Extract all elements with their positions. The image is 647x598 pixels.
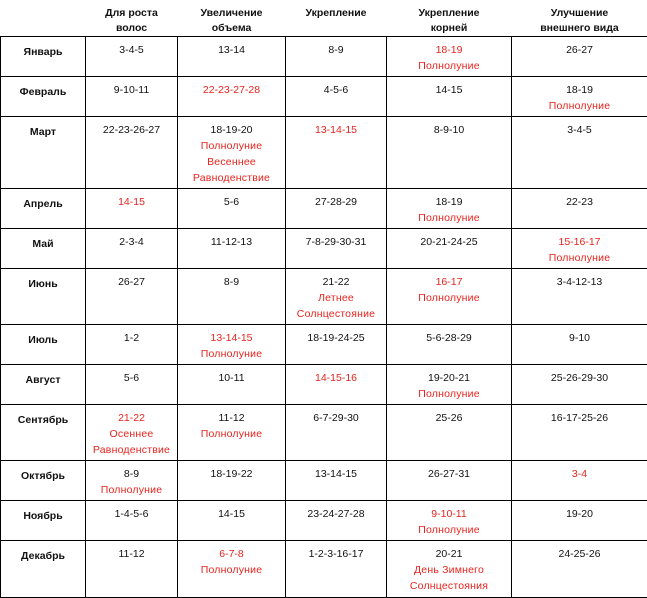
table-cell (178, 405, 286, 461)
cell-days: 11-12 (180, 410, 283, 426)
table-cell (286, 37, 387, 77)
cell-days: 26-27 (88, 274, 175, 290)
table-cell (178, 541, 286, 598)
table-row (1, 501, 647, 541)
table-cell (178, 461, 286, 501)
table-row (1, 37, 647, 77)
cell-days: 18-19 (389, 42, 509, 58)
table-cell (178, 365, 286, 405)
month-cell: Апрель (1, 189, 86, 229)
cell-days: 19-20-21 (389, 370, 509, 386)
table-cell (512, 461, 647, 501)
table-cell (286, 365, 387, 405)
table-cell (178, 269, 286, 325)
header-row (1, 0, 647, 37)
cell-days: 9-10 (514, 330, 645, 346)
table-row (1, 541, 647, 598)
month-cell: Ноябрь (1, 501, 86, 541)
cell-days: 2-3-4 (88, 234, 175, 250)
cell-days: 25-26-29-30 (514, 370, 645, 386)
table-cell (86, 405, 178, 461)
column-header: Укрепление корней (387, 0, 512, 37)
table-cell (86, 365, 178, 405)
cell-days: 18-19-24-25 (288, 330, 384, 346)
cell-days: 4-5-6 (288, 82, 384, 98)
table-cell (286, 541, 387, 598)
cell-note: Полнолуние (514, 250, 645, 266)
cell-days: 1-2-3-16-17 (288, 546, 384, 562)
cell-note: Весеннее (180, 154, 283, 170)
cell-days: 22-23-27-28 (180, 82, 283, 98)
cell-days: 3-4-12-13 (514, 274, 645, 290)
column-header: Увеличение объема (178, 0, 286, 37)
cell-days: 9-10-11 (389, 506, 509, 522)
cell-note: Равноденствие (180, 170, 283, 186)
cell-note: Солнцестояние (288, 306, 384, 322)
month-cell: Июль (1, 325, 86, 365)
cell-days: 26-27-31 (389, 466, 509, 482)
cell-days: 13-14 (180, 42, 283, 58)
cell-days: 20-21 (389, 546, 509, 562)
column-header: Для роста волос (86, 0, 178, 37)
table-row (1, 325, 647, 365)
table-cell (86, 37, 178, 77)
cell-days: 26-27 (514, 42, 645, 58)
cell-days: 18-19-22 (180, 466, 283, 482)
table-cell (86, 501, 178, 541)
table-cell (286, 405, 387, 461)
table-row (1, 269, 647, 325)
table-cell (286, 461, 387, 501)
table-cell (512, 541, 647, 598)
cell-days: 22-23 (514, 194, 645, 210)
cell-note: Полнолуние (514, 98, 645, 114)
table-cell (387, 501, 512, 541)
table-cell (387, 77, 512, 117)
table-cell (512, 229, 647, 269)
month-cell: Июнь (1, 269, 86, 325)
table-row (1, 189, 647, 229)
table-body (1, 37, 647, 598)
cell-days: 8-9 (180, 274, 283, 290)
month-cell: Август (1, 365, 86, 405)
cell-note: Солнцестояния (389, 578, 509, 594)
cell-days: 3-4-5 (88, 42, 175, 58)
table-cell (86, 229, 178, 269)
table-cell (387, 189, 512, 229)
table-cell (86, 461, 178, 501)
table-row (1, 365, 647, 405)
cell-days: 3-4-5 (514, 122, 645, 138)
cell-days: 6-7-29-30 (288, 410, 384, 426)
cell-days: 7-8-29-30-31 (288, 234, 384, 250)
cell-days: 5-6-28-29 (389, 330, 509, 346)
table-row (1, 461, 647, 501)
cell-note: Полнолуние (389, 290, 509, 306)
cell-days: 14-15 (180, 506, 283, 522)
table-cell (512, 325, 647, 365)
cell-days: 20-21-24-25 (389, 234, 509, 250)
month-cell: Октябрь (1, 461, 86, 501)
month-cell: Январь (1, 37, 86, 77)
table-cell (512, 77, 647, 117)
table-row (1, 229, 647, 269)
cell-days: 8-9-10 (389, 122, 509, 138)
table-cell (178, 325, 286, 365)
cell-days: 14-15 (389, 82, 509, 98)
table-row (1, 77, 647, 117)
table-cell (286, 269, 387, 325)
cell-note: Летнее (288, 290, 384, 306)
cell-days: 5-6 (180, 194, 283, 210)
month-cell: Декабрь (1, 541, 86, 598)
cell-note: Полнолуние (389, 386, 509, 402)
table-cell (86, 77, 178, 117)
cell-note: Полнолуние (389, 522, 509, 538)
table-cell (512, 405, 647, 461)
table-cell (286, 117, 387, 189)
cell-days: 19-20 (514, 506, 645, 522)
cell-days: 18-19 (389, 194, 509, 210)
cell-days: 22-23-26-27 (88, 122, 175, 138)
cell-days: 27-28-29 (288, 194, 384, 210)
table-cell (286, 229, 387, 269)
table-cell (387, 541, 512, 598)
month-cell: Май (1, 229, 86, 269)
cell-days: 1-4-5-6 (88, 506, 175, 522)
cell-days: 18-19 (514, 82, 645, 98)
table-cell (512, 37, 647, 77)
cell-note: Полнолуние (389, 210, 509, 226)
cell-days: 6-7-8 (180, 546, 283, 562)
table-cell (387, 37, 512, 77)
column-header: Улучшение внешнего вида (512, 0, 647, 37)
cell-days: 11-12 (88, 546, 175, 562)
cell-note: Полнолуние (180, 562, 283, 578)
cell-days: 25-26 (389, 410, 509, 426)
table-cell (178, 117, 286, 189)
cell-days: 16-17-25-26 (514, 410, 645, 426)
table-cell (178, 37, 286, 77)
table-cell (387, 269, 512, 325)
cell-days: 8-9 (88, 466, 175, 482)
cell-note: Осеннее (88, 426, 175, 442)
table-cell (387, 405, 512, 461)
table-cell (512, 365, 647, 405)
table-cell (86, 269, 178, 325)
table-cell (178, 77, 286, 117)
month-cell: Март (1, 117, 86, 189)
table-cell (178, 501, 286, 541)
cell-days: 13-14-15 (180, 330, 283, 346)
cell-note: Полнолуние (180, 426, 283, 442)
month-cell: Февраль (1, 77, 86, 117)
cell-days: 23-24-27-28 (288, 506, 384, 522)
cell-days: 14-15-16 (288, 370, 384, 386)
table-cell (512, 189, 647, 229)
table-cell (387, 325, 512, 365)
table-cell (286, 77, 387, 117)
table-cell (178, 189, 286, 229)
month-cell: Сентябрь (1, 405, 86, 461)
cell-days: 13-14-15 (288, 466, 384, 482)
table-cell (387, 229, 512, 269)
cell-note: День Зимнего (389, 562, 509, 578)
table-cell (286, 189, 387, 229)
table-cell (286, 501, 387, 541)
cell-note: Равноденствие (88, 442, 175, 458)
cell-days: 9-10-11 (88, 82, 175, 98)
table-cell (86, 189, 178, 229)
month-column-header (1, 0, 86, 37)
cell-days: 5-6 (88, 370, 175, 386)
table-cell (178, 229, 286, 269)
cell-days: 21-22 (88, 410, 175, 426)
cell-note: Полнолуние (180, 138, 283, 154)
cell-days: 11-12-13 (180, 234, 283, 250)
cell-days: 8-9 (288, 42, 384, 58)
table-cell (387, 365, 512, 405)
cell-note: Полнолуние (389, 58, 509, 74)
cell-days: 13-14-15 (288, 122, 384, 138)
cell-days: 15-16-17 (514, 234, 645, 250)
cell-days: 18-19-20 (180, 122, 283, 138)
table-cell (387, 461, 512, 501)
cell-note: Полнолуние (88, 482, 175, 498)
cell-note: Полнолуние (180, 346, 283, 362)
table-cell (86, 325, 178, 365)
table-row (1, 405, 647, 461)
table-row (1, 117, 647, 189)
table-cell (86, 541, 178, 598)
cell-days: 16-17 (389, 274, 509, 290)
table-cell (387, 117, 512, 189)
cell-days: 1-2 (88, 330, 175, 346)
cell-days: 10-11 (180, 370, 283, 386)
table-cell (86, 117, 178, 189)
table-cell (512, 269, 647, 325)
table-cell (512, 501, 647, 541)
cell-days: 14-15 (88, 194, 175, 210)
cell-days: 3-4 (514, 466, 645, 482)
column-header: Укрепление (286, 0, 387, 37)
cell-days: 24-25-26 (514, 546, 645, 562)
table-cell (286, 325, 387, 365)
table-cell (512, 117, 647, 189)
cell-days: 21-22 (288, 274, 384, 290)
